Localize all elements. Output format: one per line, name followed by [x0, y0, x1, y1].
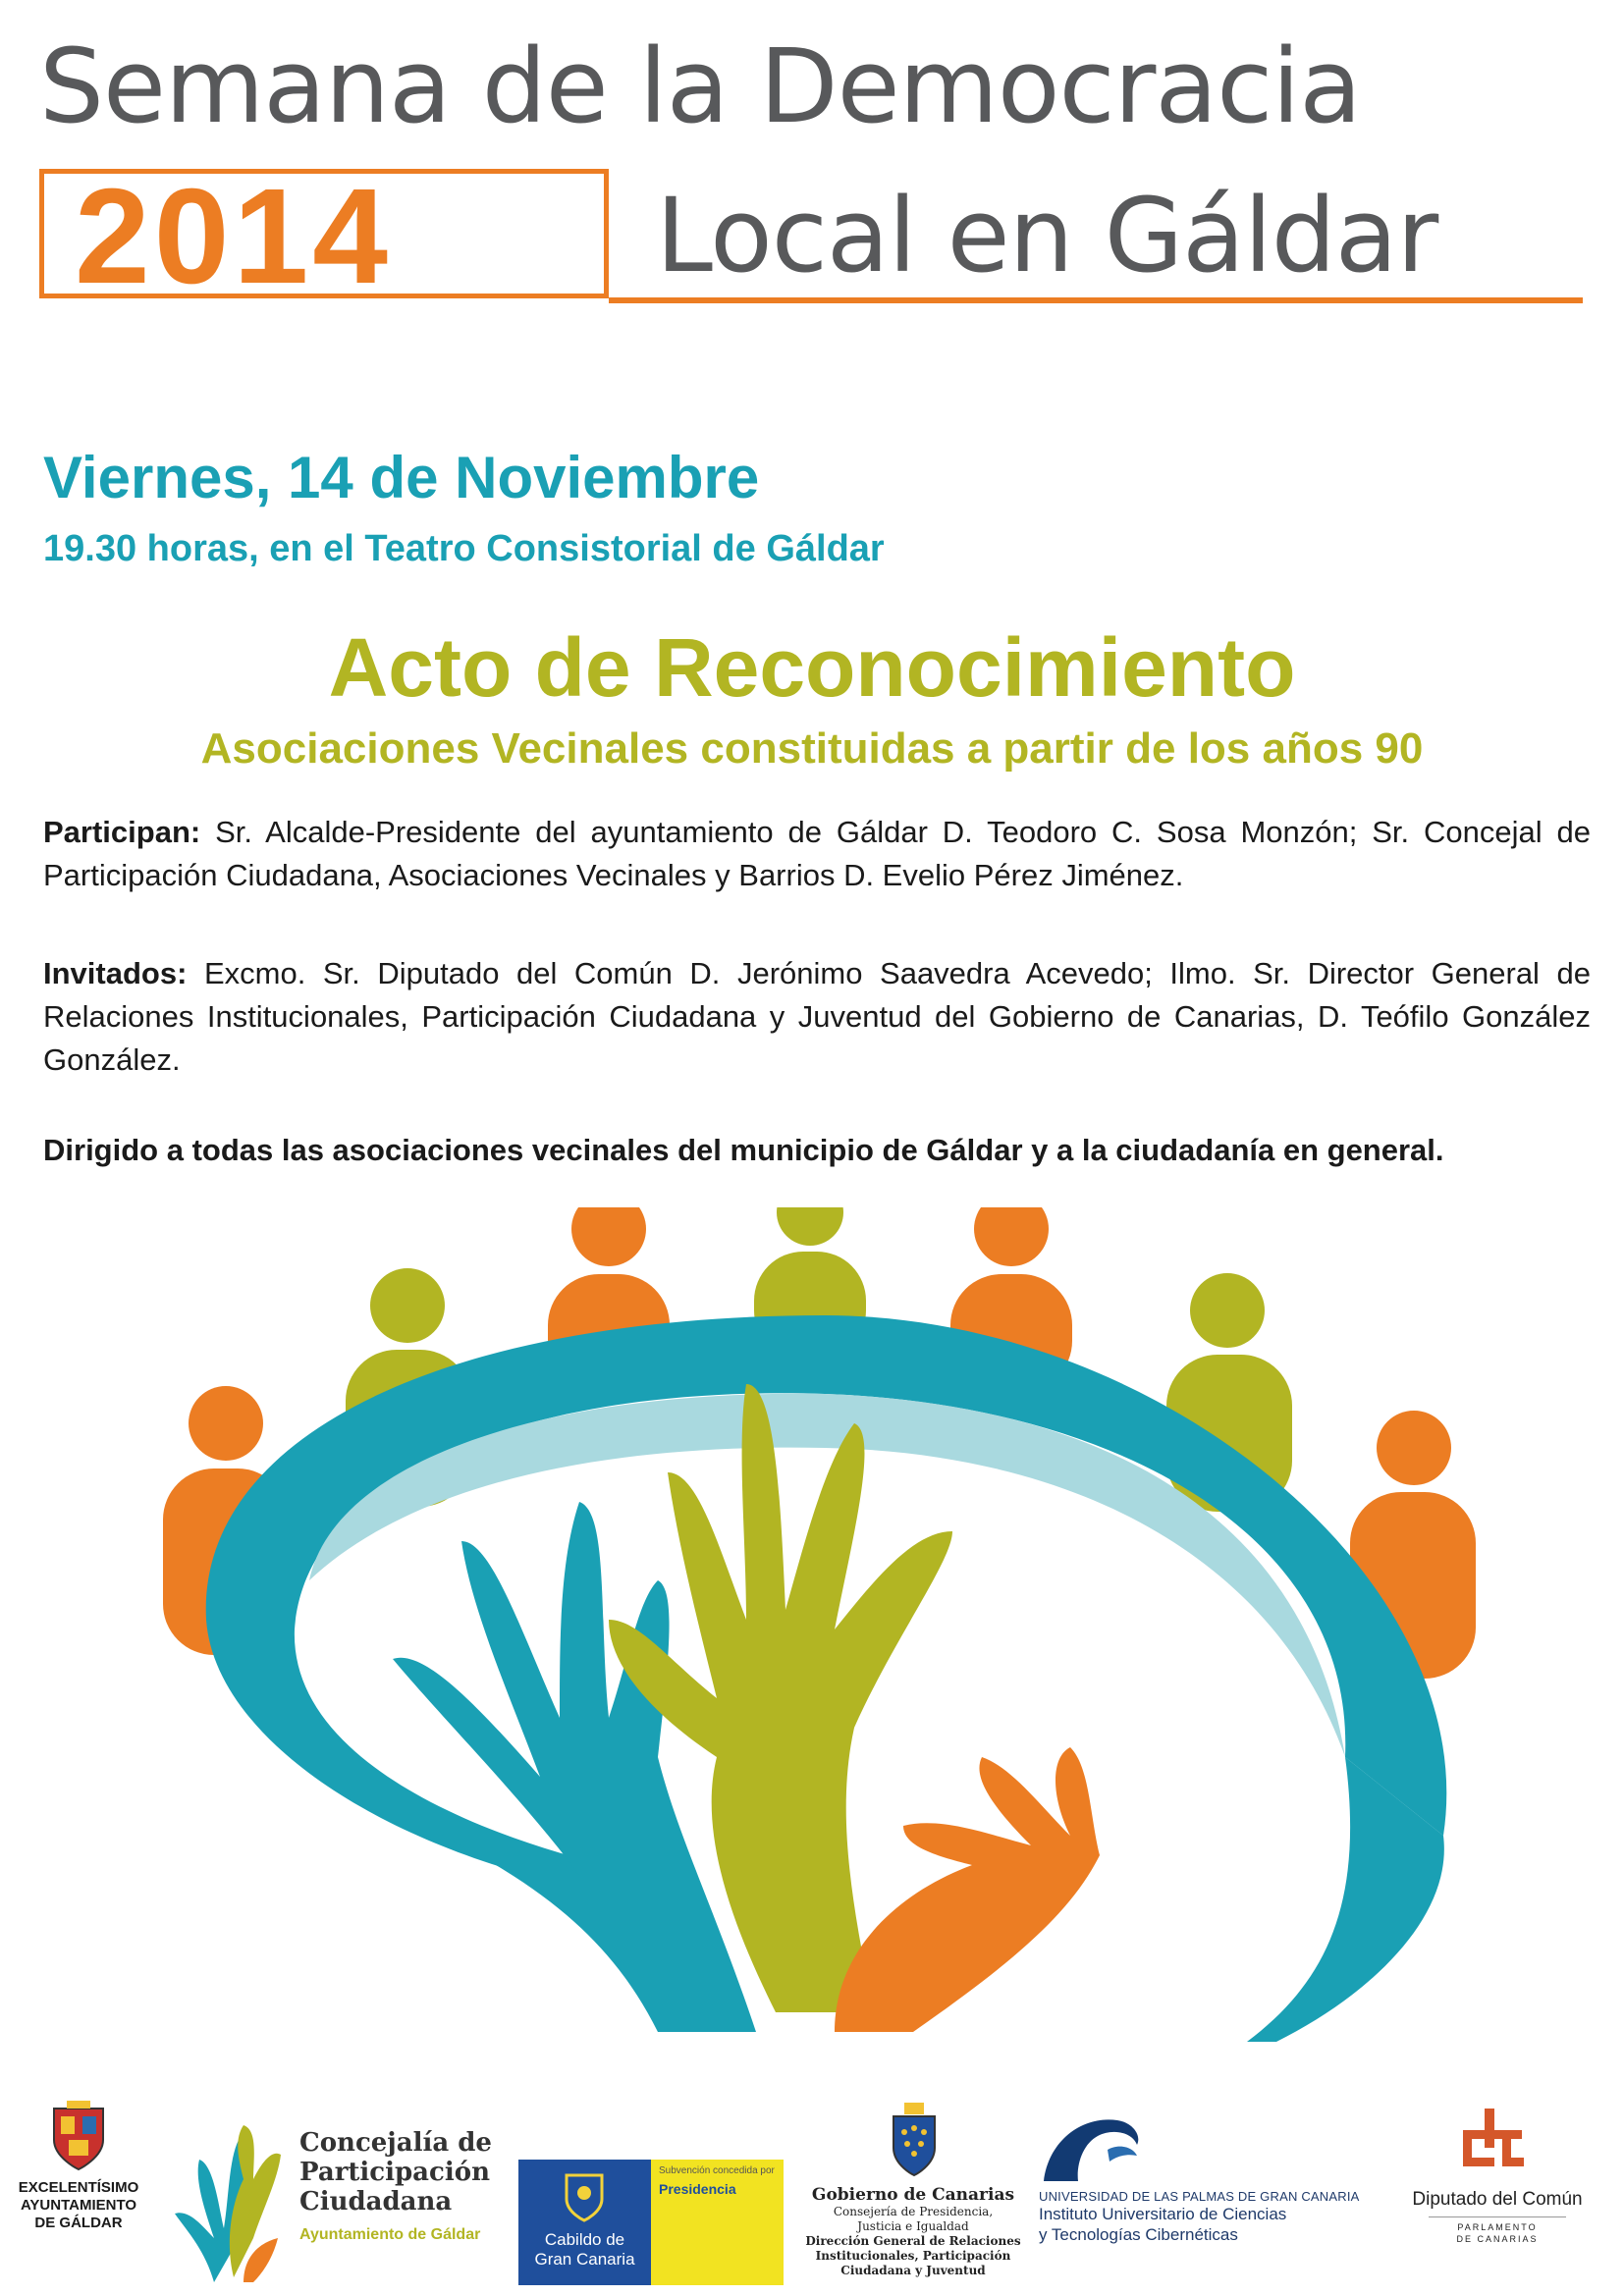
- title-line-2: Local en Gáldar: [656, 176, 1438, 295]
- guests-paragraph: [43, 952, 1591, 1082]
- gobierno-line: Consejería de Presidencia,: [833, 2205, 994, 2218]
- gobierno-line: Ciudadana y Juventud: [840, 2264, 986, 2277]
- gobierno-line: Justicia e Igualdad: [857, 2219, 969, 2233]
- event-date: Viernes, 14 de Noviembre: [43, 445, 760, 510]
- header-rule: [609, 297, 1583, 303]
- event-time-place: 19.30 horas, en el Teatro Consistorial de Gáldar: [43, 528, 885, 569]
- ayuntamiento-line: EXCELENTÍSIMO: [18, 2179, 139, 2196]
- act-subtitle: Asociaciones Vecinales constituidas a partir de los años 90: [200, 724, 1424, 773]
- diputado-logo-icon: [1461, 2109, 1524, 2171]
- audience-paragraph: Dirigido a todas las asociaciones vecinales del municipio de Gáldar y a la ciudadanía en general.: [43, 1133, 1444, 1167]
- ulpgc-top: UNIVERSIDAD DE LAS PALMAS DE GRAN CANARIA: [1039, 2189, 1360, 2204]
- cabildo-presidencia: Presidencia: [659, 2181, 736, 2197]
- year: 2014: [75, 161, 392, 312]
- ayuntamiento-logo: [10, 2179, 147, 2232]
- diputado-subline: PARLAMENTO: [1457, 2222, 1538, 2232]
- cabildo-line: Gran Canaria: [534, 2250, 635, 2269]
- guests-text: Excmo. Sr. Diputado del Común D. Jerónimo Saavedra Acevedo; Ilmo. Sr. Director General de Relaciones Institucionales, Participación Ciudadana y Juventud del Gobierno de Canarias, D. Teófilo González González.: [43, 956, 1591, 1077]
- ayuntamiento-line: DE GÁLDAR: [34, 2215, 123, 2231]
- ulpgc-line: y Tecnologías Cibernéticas: [1039, 2225, 1238, 2244]
- ulpgc-wave-icon: [1039, 2110, 1147, 2184]
- cabildo-subsidy-box: [651, 2160, 784, 2285]
- ayuntamiento-crest-icon: [49, 2101, 108, 2171]
- diputado-subline: DE CANARIAS: [1456, 2234, 1539, 2244]
- ulpgc-logo: [1039, 2189, 1360, 2245]
- participants-paragraph: [43, 811, 1591, 897]
- concejalia-hands-icon: [175, 2120, 283, 2287]
- ulpgc-line: Instituto Universitario de Ciencias: [1039, 2205, 1287, 2223]
- concejalia-line: Ciudadana: [299, 2187, 453, 2216]
- cabildo-crest-icon: [563, 2169, 606, 2224]
- cabildo-line: Cabildo de: [544, 2230, 625, 2249]
- diputado-title: Diputado del Común: [1412, 2189, 1583, 2210]
- act-title: Acto de Reconocimiento: [328, 621, 1296, 714]
- title-line-1: Semana de la Democracia: [39, 27, 1361, 146]
- cabildo-logo: [518, 2160, 651, 2285]
- concejalia-logo: [299, 2128, 492, 2250]
- gobierno-logo: [805, 2185, 1021, 2278]
- diputado-logo: [1394, 2189, 1600, 2245]
- concejalia-line: Concejalía de: [299, 2128, 492, 2158]
- sponsor-logos: [0, 2101, 1624, 2296]
- cabildo-note: Subvención concedida por: [659, 2165, 775, 2176]
- gobierno-title: Gobierno de Canarias: [811, 2185, 1015, 2205]
- gobierno-crest-icon: [890, 2103, 939, 2177]
- participants-label: Participan:: [43, 815, 201, 849]
- concejalia-line: Participación: [299, 2158, 490, 2187]
- participants-text: Sr. Alcalde-Presidente del ayuntamiento de Gáldar D. Teodoro C. Sosa Monzón; Sr. Concejal de Participación Ciudadana, Asociaciones Vecinales y Barrios D. Evelio Pérez Jiménez.: [43, 815, 1591, 892]
- gobierno-line: Institucionales, Participación: [815, 2249, 1011, 2263]
- diputado-divider: [1429, 2216, 1566, 2217]
- guests-label: Invitados:: [43, 956, 188, 990]
- concejalia-subline: Ayuntamiento de Gáldar: [299, 2226, 481, 2243]
- gobierno-line: Dirección General de Relaciones: [805, 2234, 1021, 2248]
- community-illustration: [147, 1207, 1502, 2042]
- ayuntamiento-line: AYUNTAMIENTO: [20, 2197, 137, 2214]
